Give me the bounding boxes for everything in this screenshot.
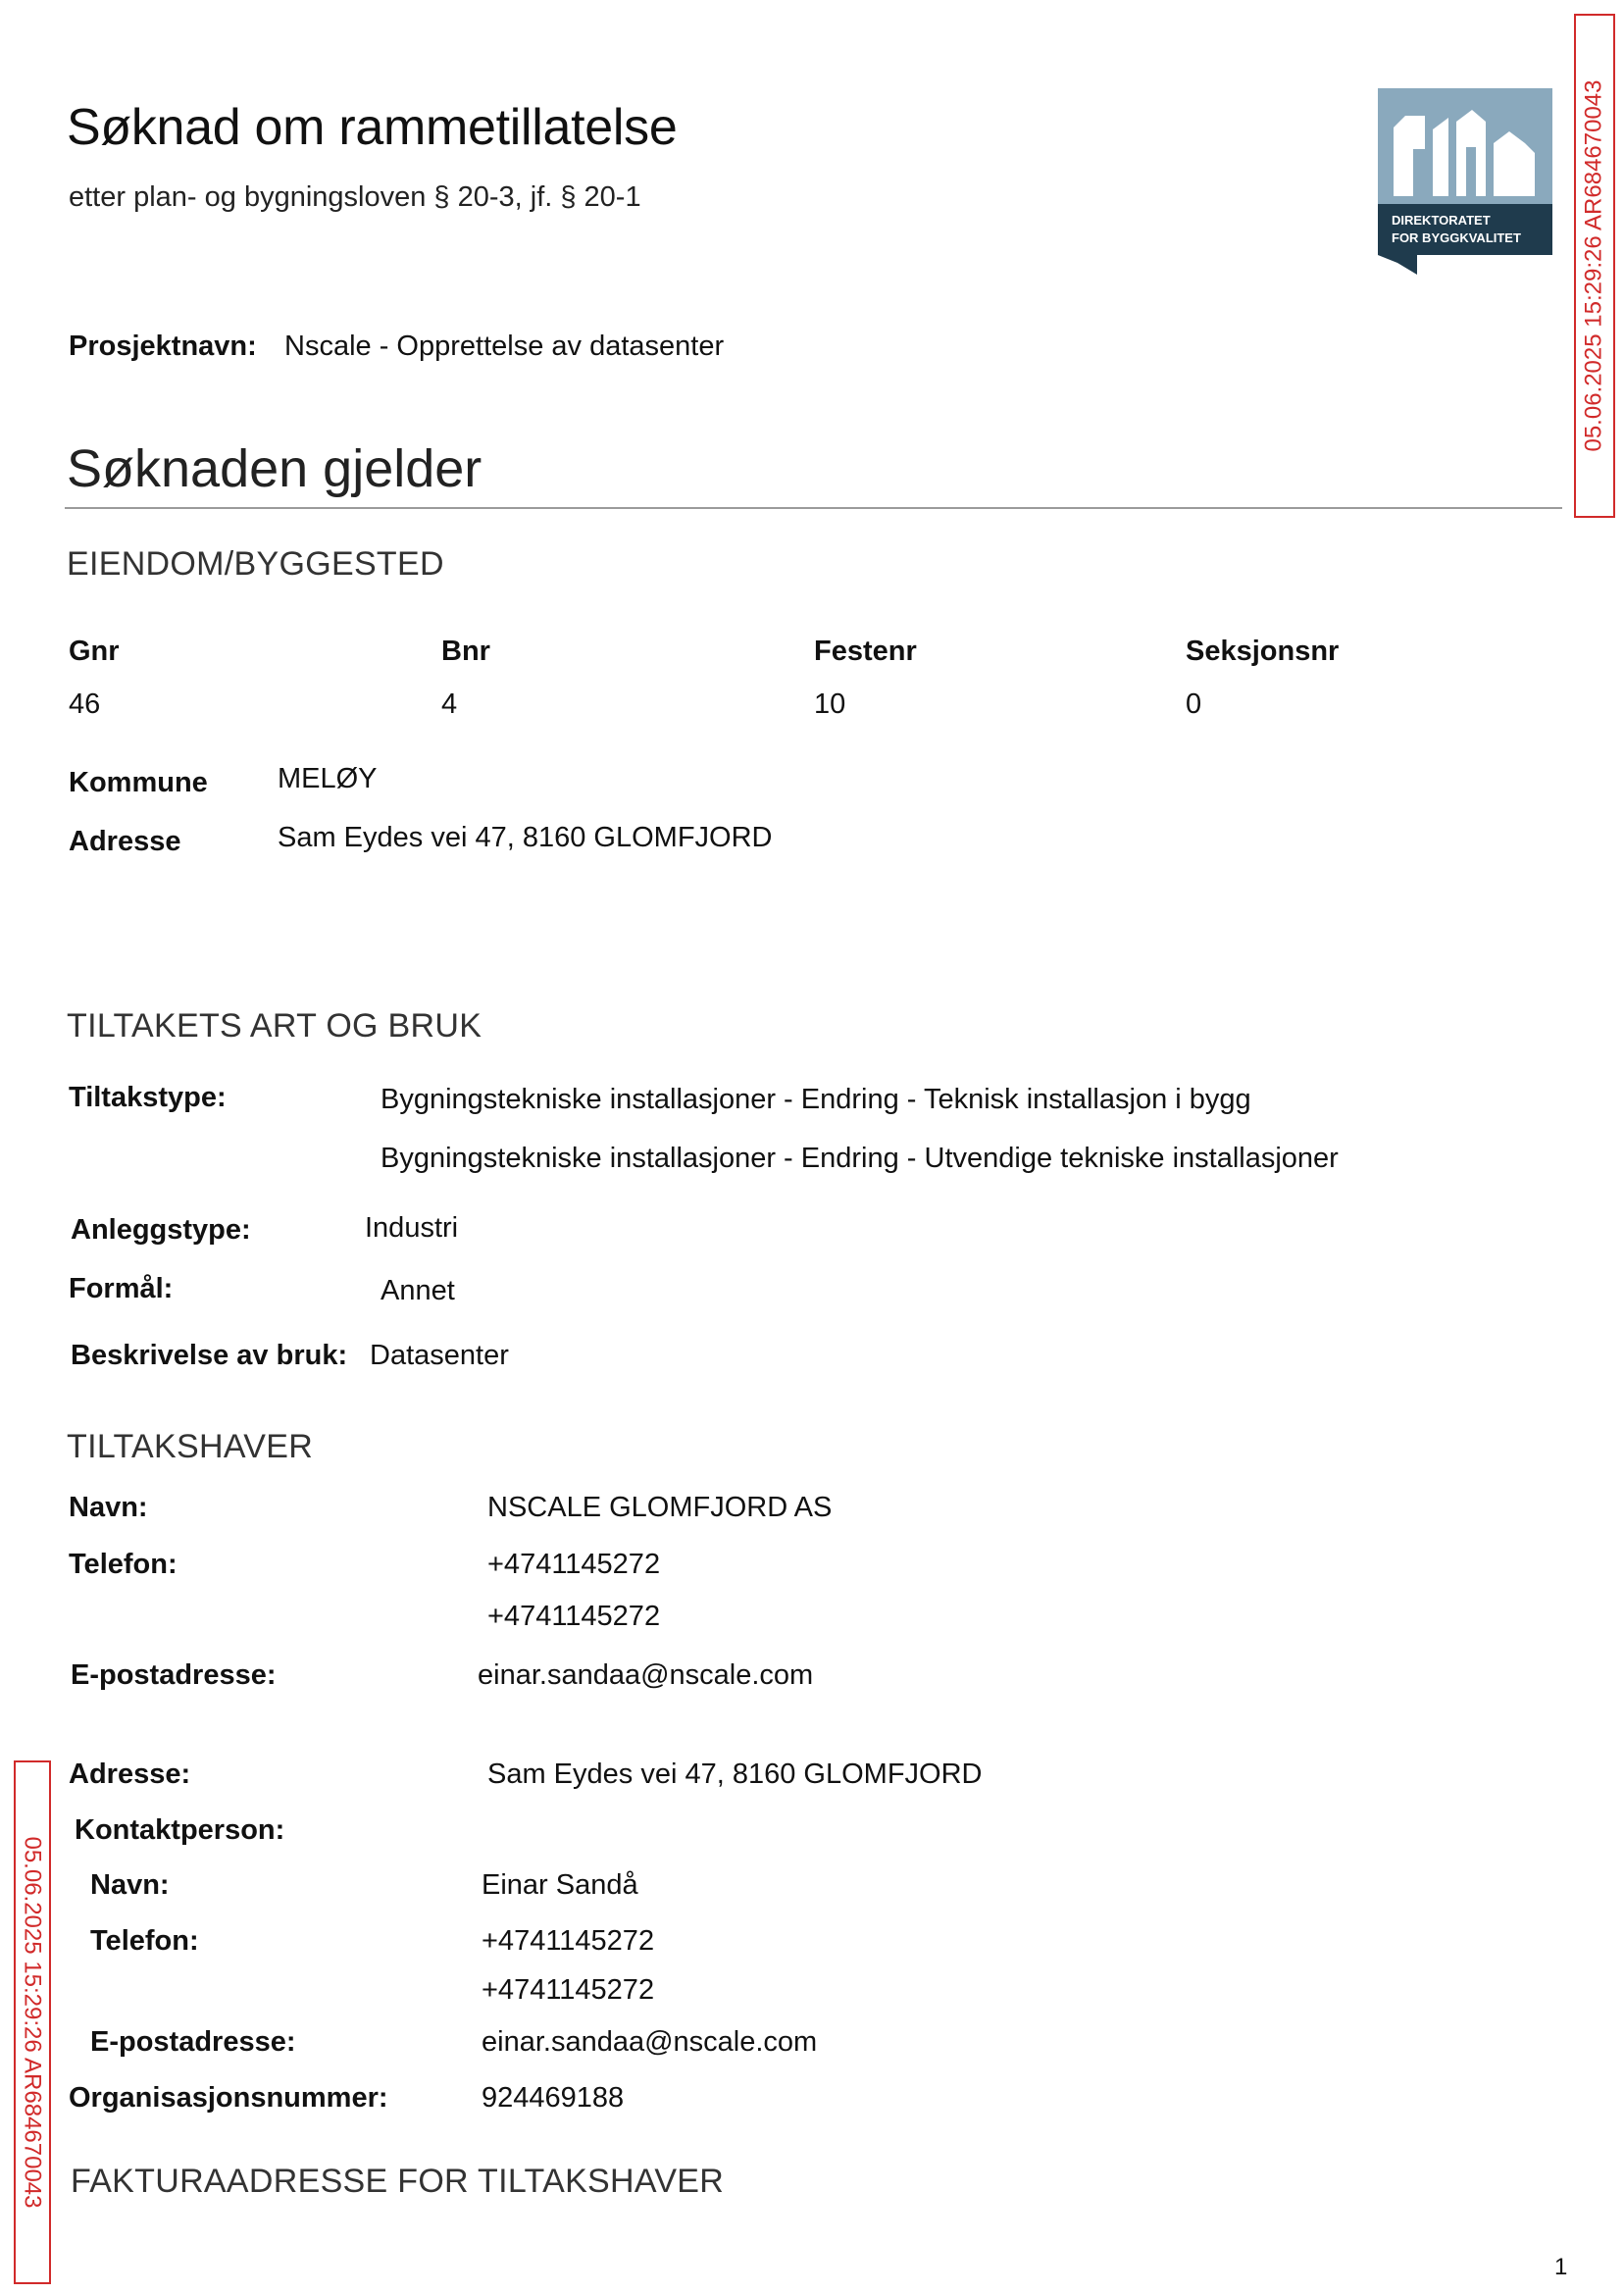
gnr-value: 46: [69, 688, 101, 720]
project-value: Nscale - Opprettelse av datasenter: [284, 331, 725, 362]
timestamp-stamp-top-text: 05.06.2025 15:29:26 AR684670043: [1581, 79, 1607, 452]
measure-heading: TILTAKETS ART OG BRUK: [67, 1007, 482, 1045]
tiltakstype-value-1: Bygningstekniske installasjoner - Endring - Teknisk installasjon i bygg: [381, 1084, 1251, 1115]
bnr-label: Bnr: [441, 636, 490, 667]
beskrivelse-label: Beskrivelse av bruk:: [71, 1340, 348, 1371]
timestamp-stamp-top: [1574, 14, 1615, 518]
applicant-address-label: Adresse:: [69, 1759, 191, 1790]
kommune-label: Kommune: [69, 767, 208, 798]
applicant-address-value: Sam Eydes vei 47, 8160 GLOMFJORD: [487, 1759, 983, 1790]
applicant-phone-value-2: +4741145272: [487, 1601, 661, 1632]
bnr-value: 4: [441, 688, 458, 720]
kommune-value: MELØY: [278, 763, 378, 794]
page-subtitle: etter plan- og bygningsloven § 20-3, jf. § 20-1: [69, 181, 641, 213]
adresse-value: Sam Eydes vei 47, 8160 GLOMFJORD: [278, 822, 773, 853]
applicant-name-value: NSCALE GLOMFJORD AS: [487, 1492, 833, 1523]
logo-text-line2: FOR BYGGKVALITET: [1392, 230, 1521, 245]
festenr-value: 10: [814, 688, 846, 720]
property-heading: EIENDOM/BYGGESTED: [67, 545, 444, 583]
seksjonsnr-value: 0: [1186, 688, 1202, 720]
formal-value: Annet: [381, 1275, 455, 1306]
contact-person-label: Kontaktperson:: [75, 1814, 285, 1846]
page-number: 1: [1554, 2254, 1568, 2280]
beskrivelse-value: Datasenter: [370, 1340, 509, 1371]
applicant-name-label: Navn:: [69, 1492, 148, 1523]
formal-label: Formål:: [69, 1273, 174, 1304]
section-divider: [65, 507, 1562, 509]
project-label: Prosjektnavn:: [69, 331, 257, 362]
timestamp-stamp-bottom: [14, 1760, 51, 2284]
applicant-heading: TILTAKSHAVER: [67, 1428, 314, 1465]
seksjonsnr-label: Seksjonsnr: [1186, 636, 1340, 667]
contact-email-value: einar.sandaa@nscale.com: [482, 2026, 818, 2058]
contact-phone-value-2: +4741145272: [482, 1974, 655, 2006]
applicant-phone-label: Telefon:: [69, 1549, 178, 1580]
contact-email-label: E-postadresse:: [90, 2026, 296, 2058]
applicant-email-label: E-postadresse:: [71, 1659, 277, 1691]
org-number-value: 924469188: [482, 2082, 625, 2114]
tiltakstype-label: Tiltakstype:: [69, 1082, 227, 1113]
anleggstype-value: Industri: [365, 1212, 459, 1244]
page-title: Søknad om rammetillatelse: [67, 99, 678, 156]
adresse-label: Adresse: [69, 826, 181, 857]
dibk-logo: [1378, 88, 1552, 275]
applicant-phone-value-1: +4741145272: [487, 1549, 661, 1580]
org-number-label: Organisasjonsnummer:: [69, 2082, 388, 2114]
contact-phone-value-1: +4741145272: [482, 1925, 655, 1957]
timestamp-stamp-bottom-text: 05.06.2025 15:29:26 AR684670043: [20, 1836, 46, 2209]
contact-name-label: Navn:: [90, 1869, 170, 1901]
applicant-email-value: einar.sandaa@nscale.com: [478, 1659, 814, 1691]
contact-name-value: Einar Sandå: [482, 1869, 638, 1901]
invoice-heading: FAKTURAADRESSE FOR TILTAKSHAVER: [71, 2163, 725, 2200]
tiltakstype-value-2: Bygningstekniske installasjoner - Endring - Utvendige tekniske installasjoner: [381, 1143, 1339, 1174]
festenr-label: Festenr: [814, 636, 917, 667]
section-title: Søknaden gjelder: [67, 439, 482, 498]
contact-phone-label: Telefon:: [90, 1925, 199, 1957]
logo-text-line1: DIREKTORATET: [1392, 213, 1491, 228]
gnr-label: Gnr: [69, 636, 120, 667]
anleggstype-label: Anleggstype:: [71, 1214, 251, 1246]
